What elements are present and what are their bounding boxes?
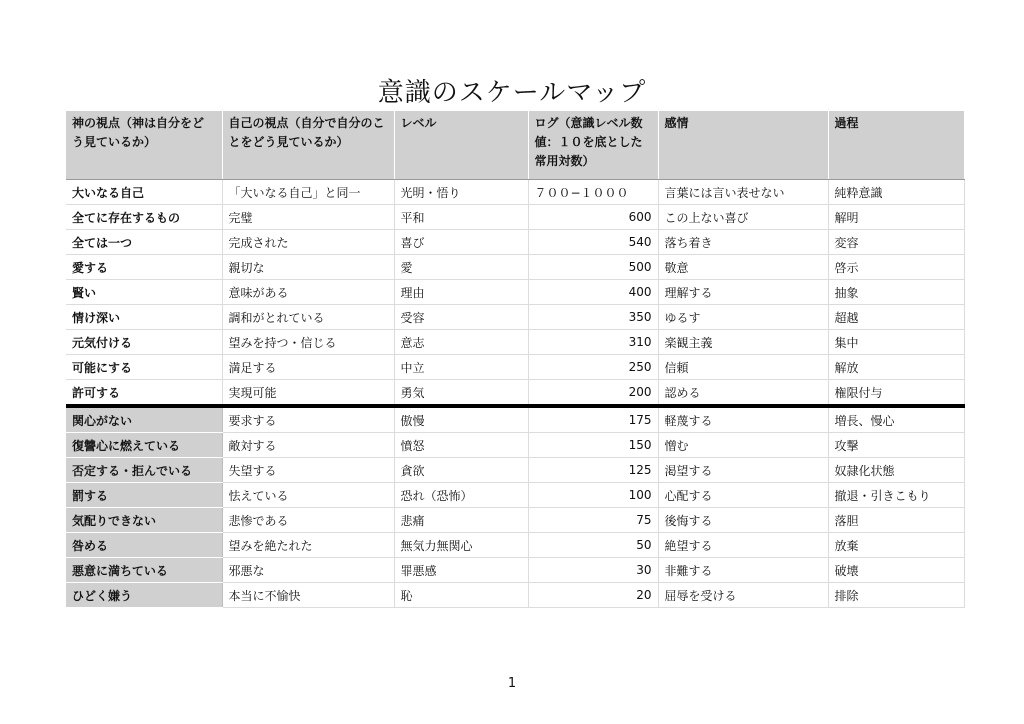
table-row [66, 280, 964, 305]
log-cell: 400 [528, 280, 658, 305]
log-cell: 175 [528, 406, 658, 433]
god-view-cell: 可能にする [66, 355, 222, 380]
log-cell: ７００−１０００ [528, 180, 658, 205]
self-view-cell: 邪悪な [222, 558, 394, 583]
level-cell: 愛 [394, 255, 528, 280]
header-god-view: 神の視点（神は自分をどう見ているか） [66, 111, 222, 180]
emotion-cell: 楽観主義 [658, 330, 828, 355]
process-cell: 変容 [828, 230, 964, 255]
self-view-cell: 怯えている [222, 483, 394, 508]
level-cell: 恐れ（恐怖） [394, 483, 528, 508]
process-cell: 集中 [828, 330, 964, 355]
level-cell: 喜び [394, 230, 528, 255]
table-row [66, 533, 964, 558]
god-view-cell: 罰する [66, 483, 222, 508]
process-cell: 権限付与 [828, 380, 964, 407]
header-process: 過程 [828, 111, 964, 180]
consciousness-scale-table [66, 111, 965, 608]
self-view-cell: 失望する [222, 458, 394, 483]
god-view-cell: 咎める [66, 533, 222, 558]
table-row [66, 180, 964, 205]
table-row [66, 483, 964, 508]
emotion-cell: 言葉には言い表せない [658, 180, 828, 205]
level-cell: 無気力無関心 [394, 533, 528, 558]
log-cell: 50 [528, 533, 658, 558]
emotion-cell: 落ち着き [658, 230, 828, 255]
table-row [66, 305, 964, 330]
level-cell: 罪悪感 [394, 558, 528, 583]
log-cell: 20 [528, 583, 658, 608]
table-row [66, 255, 964, 280]
emotion-cell: ゆるす [658, 305, 828, 330]
level-cell: 理由 [394, 280, 528, 305]
level-cell: 貪欲 [394, 458, 528, 483]
emotion-cell: 理解する [658, 280, 828, 305]
god-view-cell: 悪意に満ちている [66, 558, 222, 583]
table-row [66, 558, 964, 583]
god-view-cell: 復讐心に燃えている [66, 433, 222, 458]
god-view-cell: 情け深い [66, 305, 222, 330]
process-cell: 純粋意識 [828, 180, 964, 205]
table-row [66, 205, 964, 230]
log-cell: 350 [528, 305, 658, 330]
god-view-cell: 大いなる自己 [66, 180, 222, 205]
log-cell: 250 [528, 355, 658, 380]
level-cell: 光明・悟り [394, 180, 528, 205]
level-cell: 恥 [394, 583, 528, 608]
god-view-cell: 賢い [66, 280, 222, 305]
log-cell: 500 [528, 255, 658, 280]
process-cell: 増長、慢心 [828, 406, 964, 433]
process-cell: 超越 [828, 305, 964, 330]
header-log: ログ（意識レベル数値：１０を底とした常用対数） [528, 111, 658, 180]
level-cell: 勇気 [394, 380, 528, 407]
god-view-cell: 気配りできない [66, 508, 222, 533]
god-view-cell: 許可する [66, 380, 222, 407]
header-emotion: 感情 [658, 111, 828, 180]
log-cell: 75 [528, 508, 658, 533]
emotion-cell: この上ない喜び [658, 205, 828, 230]
log-cell: 310 [528, 330, 658, 355]
table-body [66, 180, 964, 608]
table-row [66, 355, 964, 380]
self-view-cell: 完成された [222, 230, 394, 255]
self-view-cell: 意味がある [222, 280, 394, 305]
emotion-cell: 渇望する [658, 458, 828, 483]
level-cell: 傲慢 [394, 406, 528, 433]
log-cell: 30 [528, 558, 658, 583]
log-cell: 150 [528, 433, 658, 458]
table-row [66, 230, 964, 255]
emotion-cell: 非難する [658, 558, 828, 583]
self-view-cell: 望みを絶たれた [222, 533, 394, 558]
god-view-cell: ひどく嫌う [66, 583, 222, 608]
process-cell: 破壊 [828, 558, 964, 583]
log-cell: 200 [528, 380, 658, 407]
header-row [66, 111, 964, 180]
god-view-cell: 全てに存在するもの [66, 205, 222, 230]
process-cell: 撤退・引きこもり [828, 483, 964, 508]
table-row [66, 458, 964, 483]
log-cell: 125 [528, 458, 658, 483]
self-view-cell: 望みを持つ・信じる [222, 330, 394, 355]
level-cell: 意志 [394, 330, 528, 355]
level-cell: 悲痛 [394, 508, 528, 533]
process-cell: 攻撃 [828, 433, 964, 458]
process-cell: 排除 [828, 583, 964, 608]
self-view-cell: 「大いなる自己」と同一 [222, 180, 394, 205]
level-cell: 平和 [394, 205, 528, 230]
page-title: 意識のスケールマップ [377, 78, 647, 108]
emotion-cell: 心配する [658, 483, 828, 508]
process-cell: 解放 [828, 355, 964, 380]
log-cell: 100 [528, 483, 658, 508]
emotion-cell: 後悔する [658, 508, 828, 533]
header-self-view: 自己の視点（自分で自分のことをどう見ているか） [222, 111, 394, 180]
self-view-cell: 悲惨である [222, 508, 394, 533]
self-view-cell: 実現可能 [222, 380, 394, 407]
header-level: レベル [394, 111, 528, 180]
table-row [66, 380, 964, 407]
self-view-cell: 満足する [222, 355, 394, 380]
self-view-cell: 完璧 [222, 205, 394, 230]
table-row [66, 583, 964, 608]
god-view-cell: 愛する [66, 255, 222, 280]
level-cell: 中立 [394, 355, 528, 380]
process-cell: 奴隷化状態 [828, 458, 964, 483]
emotion-cell: 認める [658, 380, 828, 407]
god-view-cell: 関心がない [66, 406, 222, 433]
level-cell: 受容 [394, 305, 528, 330]
table-row [66, 330, 964, 355]
self-view-cell: 要求する [222, 406, 394, 433]
god-view-cell: 全ては一つ [66, 230, 222, 255]
table-row [66, 406, 964, 433]
page-number: 1 [507, 676, 517, 691]
emotion-cell: 敬意 [658, 255, 828, 280]
level-cell: 憤怒 [394, 433, 528, 458]
process-cell: 落胆 [828, 508, 964, 533]
self-view-cell: 親切な [222, 255, 394, 280]
log-cell: 600 [528, 205, 658, 230]
emotion-cell: 屈辱を受ける [658, 583, 828, 608]
self-view-cell: 調和がとれている [222, 305, 394, 330]
process-cell: 解明 [828, 205, 964, 230]
self-view-cell: 本当に不愉快 [222, 583, 394, 608]
self-view-cell: 敵対する [222, 433, 394, 458]
log-cell: 540 [528, 230, 658, 255]
god-view-cell: 否定する・拒んでいる [66, 458, 222, 483]
emotion-cell: 軽蔑する [658, 406, 828, 433]
emotion-cell: 絶望する [658, 533, 828, 558]
process-cell: 放棄 [828, 533, 964, 558]
table-row [66, 433, 964, 458]
emotion-cell: 信頼 [658, 355, 828, 380]
emotion-cell: 憎む [658, 433, 828, 458]
process-cell: 啓示 [828, 255, 964, 280]
god-view-cell: 元気付ける [66, 330, 222, 355]
table-row [66, 508, 964, 533]
process-cell: 抽象 [828, 280, 964, 305]
